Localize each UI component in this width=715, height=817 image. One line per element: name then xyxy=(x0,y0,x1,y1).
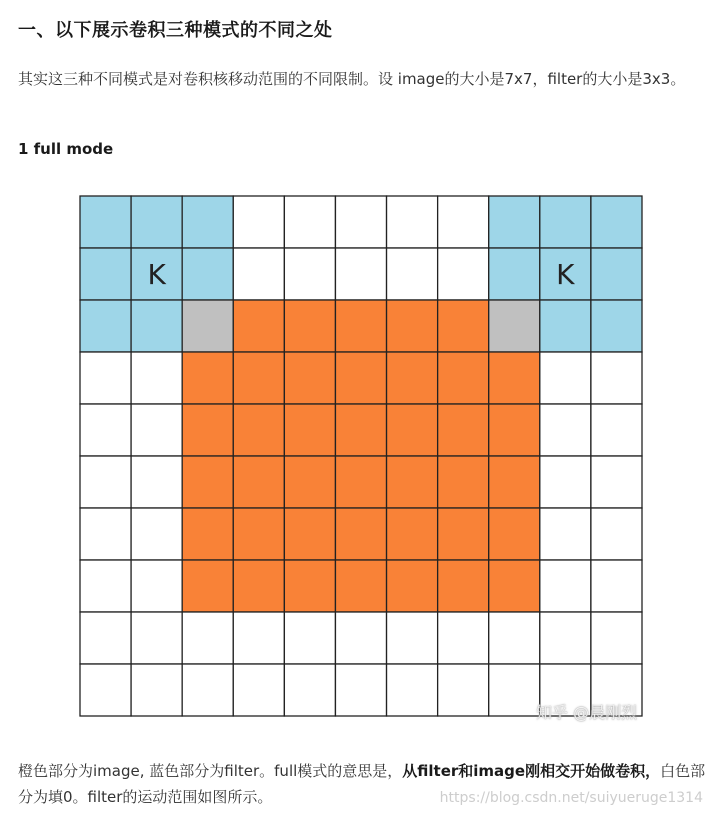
grid-cell-padding xyxy=(489,664,540,716)
grid-cell-image xyxy=(387,456,438,508)
figure-watermark: 知乎 @晨刚烈 xyxy=(536,703,638,722)
grid-cell-filter xyxy=(591,196,642,248)
caption-bold: 从filter和image刚相交开始做卷积， xyxy=(402,762,661,780)
grid-cell-image xyxy=(284,508,335,560)
grid-cell-padding xyxy=(540,352,591,404)
grid-cell-padding xyxy=(335,196,386,248)
grid-cell-image xyxy=(182,456,233,508)
grid-cell-padding xyxy=(284,612,335,664)
grid-cell-filter xyxy=(131,196,182,248)
grid-cell-padding xyxy=(438,664,489,716)
grid-cell-image xyxy=(284,404,335,456)
grid-cell-image xyxy=(335,300,386,352)
grid-cell-padding xyxy=(284,248,335,300)
grid-cell-padding xyxy=(335,612,386,664)
grid-cell-filter xyxy=(80,248,131,300)
grid-cell-filter xyxy=(80,300,131,352)
kernel-label-right: K xyxy=(556,258,575,291)
grid-cell-padding xyxy=(591,612,642,664)
section-heading: 一、以下展示卷积三种模式的不同之处 xyxy=(18,20,333,41)
grid-cell-image xyxy=(233,352,284,404)
grid-cell-padding xyxy=(233,612,284,664)
grid-cell-overlap xyxy=(182,300,233,352)
grid-cell-padding xyxy=(233,664,284,716)
grid-cell-image xyxy=(335,456,386,508)
grid-cell-image xyxy=(233,508,284,560)
grid-cell-padding xyxy=(284,196,335,248)
grid-cell-padding xyxy=(387,196,438,248)
grid-cell-padding xyxy=(335,248,386,300)
grid-cell-image xyxy=(284,300,335,352)
grid-cell-filter xyxy=(182,196,233,248)
grid-cell-filter xyxy=(591,300,642,352)
grid-cell-image xyxy=(387,560,438,612)
grid-cell-image xyxy=(233,300,284,352)
grid-cell-padding xyxy=(80,404,131,456)
grid-cell-filter xyxy=(489,196,540,248)
grid-cell-image xyxy=(335,352,386,404)
grid-cell-image xyxy=(335,508,386,560)
grid-cell-image xyxy=(335,404,386,456)
grid-cell-image xyxy=(182,404,233,456)
kernel-label-left: K xyxy=(147,258,166,291)
grid-cell-padding xyxy=(182,612,233,664)
grid-cell-filter xyxy=(131,300,182,352)
grid-cell-image xyxy=(182,352,233,404)
grid-cell-padding xyxy=(233,196,284,248)
grid-cell-filter xyxy=(489,248,540,300)
grid-cell-image xyxy=(438,560,489,612)
grid-cell-padding xyxy=(387,664,438,716)
grid-cell-padding xyxy=(80,612,131,664)
grid-cell-image xyxy=(233,456,284,508)
grid-cell-padding xyxy=(80,664,131,716)
grid-cell-image xyxy=(387,508,438,560)
grid-cell-image xyxy=(387,300,438,352)
grid-cell-padding xyxy=(131,664,182,716)
grid-cell-padding xyxy=(131,456,182,508)
grid-cell-padding xyxy=(591,508,642,560)
grid-cell-filter xyxy=(591,248,642,300)
grid-cell-filter xyxy=(540,300,591,352)
grid-cell-image xyxy=(438,456,489,508)
grid-cell-padding xyxy=(438,248,489,300)
grid-cell-padding xyxy=(489,612,540,664)
grid-cell-image xyxy=(489,560,540,612)
grid-cell-image xyxy=(182,560,233,612)
grid-cell-padding xyxy=(131,560,182,612)
convolution-grid xyxy=(79,195,643,717)
grid-cell-padding xyxy=(540,612,591,664)
intro-paragraph: 其实这三种不同模式是对卷积核移动范围的不同限制。设 image的大小是7x7，filter的大小是3x3。 xyxy=(18,70,686,88)
grid-cell-padding xyxy=(80,560,131,612)
grid-cell-padding xyxy=(182,664,233,716)
grid-cell-image xyxy=(284,456,335,508)
grid-cell-padding xyxy=(540,404,591,456)
full-mode-figure xyxy=(79,195,643,717)
grid-cell-padding xyxy=(335,664,386,716)
grid-cell-padding xyxy=(540,456,591,508)
grid-cell-image xyxy=(387,352,438,404)
grid-cell-padding xyxy=(540,508,591,560)
grid-cell-padding xyxy=(131,352,182,404)
grid-cell-image xyxy=(438,352,489,404)
grid-cell-padding xyxy=(131,404,182,456)
grid-cell-padding xyxy=(387,248,438,300)
grid-cell-image xyxy=(233,560,284,612)
caption-part2: 白色部分为填0。filter的运动范围如图所示。 xyxy=(18,762,706,806)
grid-cell-padding xyxy=(80,352,131,404)
grid-cell-padding xyxy=(80,456,131,508)
grid-cell-image xyxy=(233,404,284,456)
grid-cell-image xyxy=(438,404,489,456)
grid-cell-image xyxy=(182,508,233,560)
grid-cell-image xyxy=(489,352,540,404)
grid-cell-padding xyxy=(131,508,182,560)
grid-cell-image xyxy=(335,560,386,612)
grid-cell-padding xyxy=(438,612,489,664)
grid-cell-image xyxy=(489,456,540,508)
grid-cell-overlap xyxy=(489,300,540,352)
grid-cell-padding xyxy=(284,664,335,716)
mode-title: 1 full mode xyxy=(18,140,114,158)
grid-cell-image xyxy=(489,404,540,456)
grid-cell-padding xyxy=(438,196,489,248)
grid-cell-image xyxy=(438,508,489,560)
grid-cell-image xyxy=(284,352,335,404)
grid-cell-padding xyxy=(591,560,642,612)
grid-cell-image xyxy=(387,404,438,456)
grid-cell-padding xyxy=(591,352,642,404)
grid-cell-filter xyxy=(80,196,131,248)
grid-cell-padding xyxy=(80,508,131,560)
grid-cell-image xyxy=(284,560,335,612)
grid-cell-padding xyxy=(387,612,438,664)
caption-part1: 橙色部分为image, 蓝色部分为filter。full模式的意思是， xyxy=(18,762,403,780)
grid-cell-padding xyxy=(591,456,642,508)
csdn-watermark: https://blog.csdn.net/suiyueruge1314 xyxy=(439,790,703,806)
grid-cell-padding xyxy=(540,560,591,612)
grid-cell-image xyxy=(438,300,489,352)
grid-cell-image xyxy=(489,508,540,560)
grid-cell-padding xyxy=(131,612,182,664)
grid-cell-filter xyxy=(540,196,591,248)
grid-cell-filter xyxy=(182,248,233,300)
grid-cell-padding xyxy=(591,404,642,456)
grid-cell-padding xyxy=(233,248,284,300)
